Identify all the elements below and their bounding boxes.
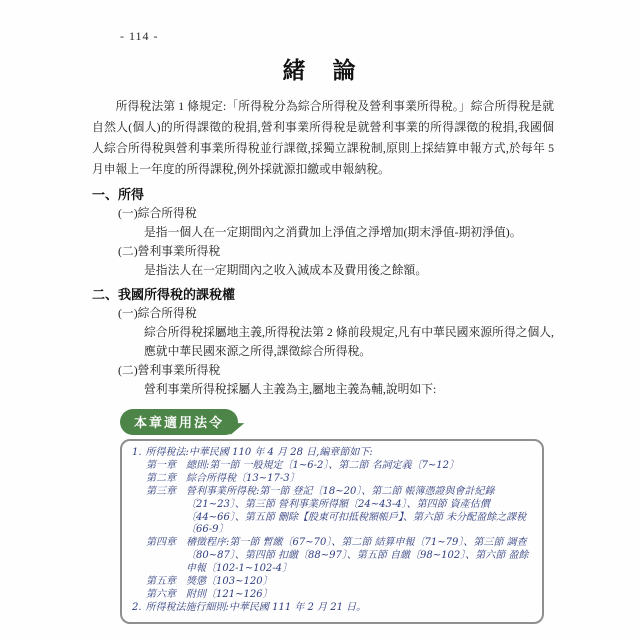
list-item-label: (二)營利事業所得稅	[118, 363, 221, 377]
page-title: 緒 論	[282, 58, 358, 83]
law-entry	[132, 447, 533, 460]
list-item-label: (二)營利事業所得稅	[118, 244, 221, 258]
law-entry-number: 1.	[132, 447, 142, 458]
page-content	[92, 96, 554, 624]
section-heading-taxing-power: 二、我國所得稅的課稅權	[92, 287, 236, 302]
law-entry-text: 所得稅法:中華民國 110 年 4 月 28 日,編章節如下:	[145, 447, 373, 458]
law-chapter-line: 第六章 附則〔121~126〕	[146, 588, 273, 600]
applicable-laws-box	[120, 439, 544, 624]
intro-paragraph: 所得稅法第 1 條規定:「所得稅分為綜合所得稅及營利事業所得稅。」綜合所得稅是就自然人(個人)的所得課徵的稅捐,營利事業所得稅是就營利事業的所得課徵的稅捐,我國個人綜合所得稅與營利事業所得稅並行課徵,採獨立課稅制,原則上採結算申報方式,於每年 5 月申報上一年度的所得課稅,例外採就源扣繳或申報納稅。	[92, 99, 554, 176]
badge-tail-icon	[228, 419, 246, 435]
law-chapter-line: 第五章 獎懲〔103~120〕	[146, 576, 273, 588]
list-item-label: (一)綜合所得稅	[118, 306, 197, 320]
applicable-laws-badge	[120, 409, 238, 435]
list-item-desc: 綜合所得稅採屬地主義,所得稅法第 2 條前段規定,凡有中華民國來源所得之個人,應就中華民國來源之所得,課徵綜合所得稅。	[144, 325, 554, 358]
list-item-desc: 是指法人在一定期間內之收入減成本及費用後之餘額。	[144, 263, 428, 277]
page-number: - 114 -	[120, 29, 159, 43]
law-entry-text: 所得稅法施行細則:中華民國 111 年 2 月 21 日。	[145, 601, 367, 613]
section-heading-income: 一、所得	[92, 187, 145, 202]
law-entry-number: 2.	[132, 601, 142, 613]
law-chapter-line: 第二章 綜合所得稅〔13~17-3〕	[146, 472, 300, 484]
law-chapter-line: 第一章 總則:第一節 一般規定〔1~6-2〕、第二節 名詞定義〔7~12〕	[146, 459, 460, 471]
law-chapter-line: 第三章 營利事業所得稅:第一節 登記〔18~20〕、第二節 帳簿憑證與會計紀錄〔21~23〕、第三節 營利事業所得額〔24~43-4〕、第四節 資產估價〔44~66〕、第五節 刪除【股東可扣抵稅額帳戶】、第六節 未分配盈餘之課稅〔66-9〕	[146, 485, 527, 536]
list-item-desc: 是指一個人在一定期間內之消費加上淨值之淨增加(期末淨值-期初淨值)。	[144, 225, 522, 239]
list-item-desc: 營利事業所得稅採屬人主義為主,屬地主義為輔,說明如下:	[144, 382, 437, 396]
list-item-label: (一)綜合所得稅	[118, 206, 197, 220]
applicable-laws-badge-label: 本章適用法令	[134, 415, 225, 430]
law-entry	[132, 602, 533, 615]
law-chapter-line: 第四章 稽徵程序:第一節 暫繳〔67~70〕、第二節 結算申報〔71~79〕、第三節 調查〔80~87〕、第四節 扣繳〔88~97〕、第五節 自繳〔98~102〕、第六節 盈餘申報〔102-1~102-4〕	[146, 537, 529, 575]
